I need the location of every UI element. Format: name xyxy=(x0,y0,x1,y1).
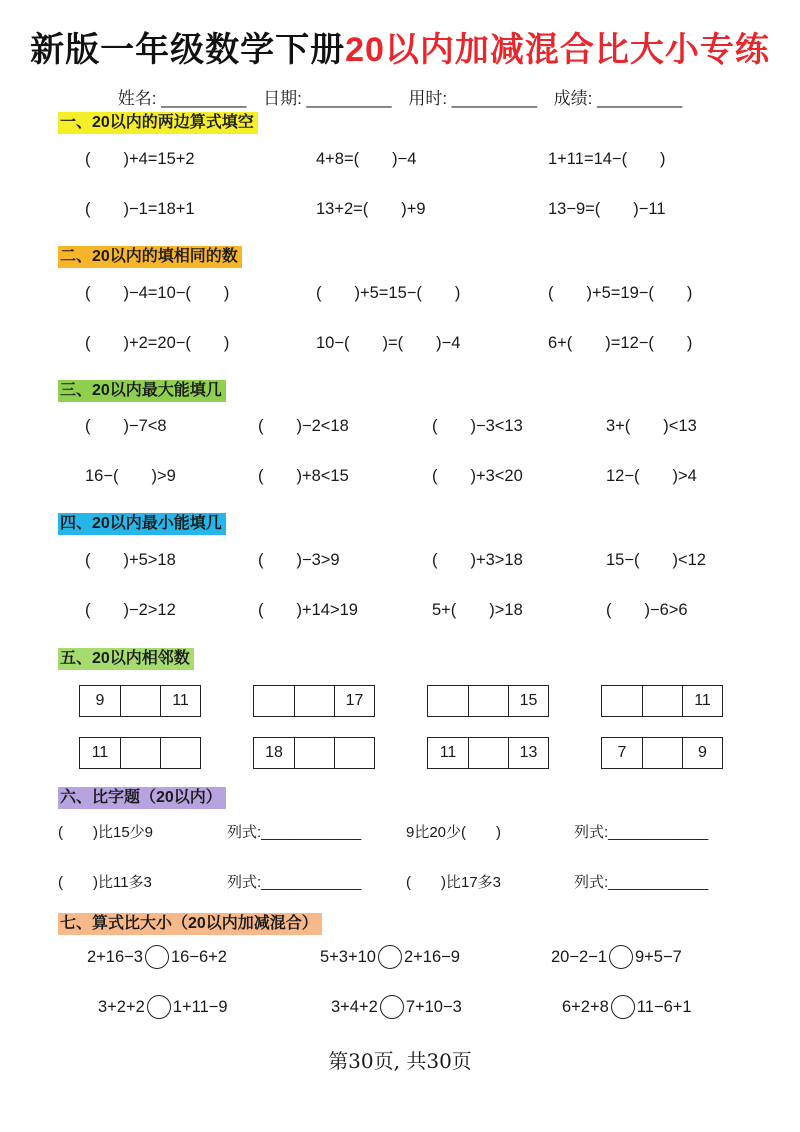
section-2-title: 二、20以内的填相同的数 xyxy=(58,246,242,268)
left-expression: 6+2+8 xyxy=(562,997,609,1016)
equation-blank[interactable]: 列式:____________ xyxy=(574,874,709,891)
right-expression: 1+11−9 xyxy=(172,997,228,1016)
neighbor-number-boxes xyxy=(427,737,549,769)
equation-blank[interactable]: 列式:____________ xyxy=(227,874,362,891)
left-expression: 3+2+2 xyxy=(98,997,145,1016)
number-box[interactable] xyxy=(468,686,508,716)
exercise-item[interactable]: ( )+14>19 xyxy=(258,601,358,619)
number-box: 9 xyxy=(682,738,722,768)
number-box[interactable] xyxy=(428,686,468,716)
left-expression: 3+4+2 xyxy=(331,997,378,1016)
word-problem[interactable]: 9比20少( ) xyxy=(406,824,502,841)
number-box[interactable] xyxy=(120,686,160,716)
number-box: 17 xyxy=(334,686,374,716)
number-box[interactable] xyxy=(642,686,682,716)
compare-item xyxy=(551,945,682,969)
number-box[interactable] xyxy=(334,738,374,768)
compare-circle[interactable] xyxy=(378,945,402,969)
number-box[interactable] xyxy=(160,738,200,768)
section-6-title: 六、比字题（20以内） xyxy=(58,787,226,809)
exercise-item[interactable]: 1+11=14−( ) xyxy=(548,150,666,168)
neighbor-number-boxes xyxy=(601,737,723,769)
exercise-item[interactable]: ( )+2=20−( ) xyxy=(85,334,230,352)
compare-item xyxy=(98,995,228,1019)
left-expression: 2+16−3 xyxy=(87,947,143,966)
right-expression: 7+10−3 xyxy=(405,997,462,1016)
exercise-item[interactable]: 6+( )=12−( ) xyxy=(548,334,693,352)
section-1-title: 一、20以内的两边算式填空 xyxy=(58,112,258,134)
section-3-title: 三、20以内最大能填几 xyxy=(58,380,226,402)
number-box[interactable] xyxy=(294,738,334,768)
exercise-item[interactable]: 5+( )>18 xyxy=(432,601,523,619)
number-box[interactable] xyxy=(254,686,294,716)
date-field[interactable]: 日期: _________ xyxy=(263,89,392,108)
exercise-item[interactable]: 12−( )>4 xyxy=(606,467,697,485)
number-box: 11 xyxy=(91,744,109,761)
exercise-item[interactable]: ( )+5=15−( ) xyxy=(316,284,461,302)
number-box: 15 xyxy=(508,686,548,716)
right-expression: 11−6+1 xyxy=(636,997,692,1016)
neighbor-number-boxes xyxy=(79,737,201,769)
left-expression: 20−2−1 xyxy=(551,947,607,966)
compare-circle[interactable] xyxy=(609,945,633,969)
exercise-item[interactable]: ( )+5>18 xyxy=(85,551,176,569)
compare-circle[interactable] xyxy=(611,995,635,1019)
score-field[interactable]: 成绩: _________ xyxy=(553,89,683,108)
right-expression: 16−6+2 xyxy=(170,947,227,966)
compare-circle[interactable] xyxy=(380,995,404,1019)
exercise-item[interactable]: 13+2=( )+9 xyxy=(316,200,426,218)
number-box[interactable] xyxy=(120,738,160,768)
right-expression: 9+5−7 xyxy=(634,947,682,966)
number-box[interactable] xyxy=(642,738,682,768)
exercise-item[interactable]: ( )−2<18 xyxy=(258,417,349,435)
exercise-item[interactable]: 4+8=( )−4 xyxy=(316,150,417,168)
page-title xyxy=(0,22,800,71)
number-box: 11 xyxy=(682,686,722,716)
exercise-item[interactable]: 15−( )<12 xyxy=(606,551,706,569)
time-used-field[interactable]: 用时: _________ xyxy=(408,89,537,108)
compare-item xyxy=(562,995,692,1019)
exercise-item[interactable]: ( )−4=10−( ) xyxy=(85,284,230,302)
equation-blank[interactable]: 列式:____________ xyxy=(574,824,709,841)
exercise-item[interactable]: ( )+5=19−( ) xyxy=(548,284,693,302)
title-red-part: 20以内加减混合比大小专练 xyxy=(345,31,770,69)
left-expression: 5+3+10 xyxy=(320,947,376,966)
compare-item xyxy=(331,995,462,1019)
number-box[interactable] xyxy=(294,686,334,716)
neighbor-number-boxes xyxy=(79,685,201,717)
number-box: 9 xyxy=(95,692,105,709)
number-box: 13 xyxy=(508,738,548,768)
neighbor-number-boxes xyxy=(601,685,723,717)
equation-blank[interactable]: 列式:____________ xyxy=(227,824,362,841)
number-box: 11 xyxy=(439,744,457,761)
neighbor-number-boxes xyxy=(253,737,375,769)
compare-item xyxy=(87,945,227,969)
exercise-item[interactable]: 16−( )>9 xyxy=(85,467,176,485)
word-problem[interactable]: ( )比11多3 xyxy=(58,874,152,891)
student-info-row xyxy=(0,84,800,109)
exercise-item[interactable]: ( )+4=15+2 xyxy=(85,150,195,168)
neighbor-number-boxes xyxy=(427,685,549,717)
exercise-item[interactable]: ( )−3>9 xyxy=(258,551,340,569)
section-4-title: 四、20以内最小能填几 xyxy=(58,513,226,535)
name-field[interactable]: 姓名: _________ xyxy=(117,89,247,108)
compare-item xyxy=(320,945,460,969)
number-box[interactable] xyxy=(468,738,508,768)
exercise-item[interactable]: 10−( )=( )−4 xyxy=(316,334,461,352)
exercise-item[interactable]: ( )−2>12 xyxy=(85,601,176,619)
section-5-title: 五、20以内相邻数 xyxy=(58,648,194,670)
number-box: 7 xyxy=(617,744,627,761)
section-7-title: 七、算式比大小（20以内加减混合） xyxy=(58,913,322,935)
word-problem[interactable]: ( )比17多3 xyxy=(406,874,502,891)
title-black-part: 新版一年级数学下册 xyxy=(30,31,346,69)
exercise-item[interactable]: ( )−7<8 xyxy=(85,417,167,435)
number-box: 11 xyxy=(160,686,200,716)
right-expression: 2+16−9 xyxy=(403,947,460,966)
compare-circle[interactable] xyxy=(147,995,171,1019)
exercise-item[interactable]: 13−9=( )−11 xyxy=(548,200,666,218)
compare-circle[interactable] xyxy=(145,945,169,969)
exercise-item[interactable]: ( )−1=18+1 xyxy=(85,200,195,218)
exercise-item[interactable]: ( )−3<13 xyxy=(432,417,523,435)
exercise-item[interactable]: ( )−6>6 xyxy=(606,601,688,619)
exercise-item[interactable]: ( )+8<15 xyxy=(258,467,349,485)
neighbor-number-boxes xyxy=(253,685,375,717)
page-number: 第30页, 共30页 xyxy=(328,1049,472,1073)
word-problem[interactable]: ( )比15少9 xyxy=(58,824,154,841)
number-box: 18 xyxy=(265,744,283,761)
exercise-item[interactable]: ( )+3<20 xyxy=(432,467,523,485)
exercise-item[interactable]: ( )+3>18 xyxy=(432,551,523,569)
exercise-item[interactable]: 3+( )<13 xyxy=(606,417,697,435)
number-box[interactable] xyxy=(602,686,642,716)
